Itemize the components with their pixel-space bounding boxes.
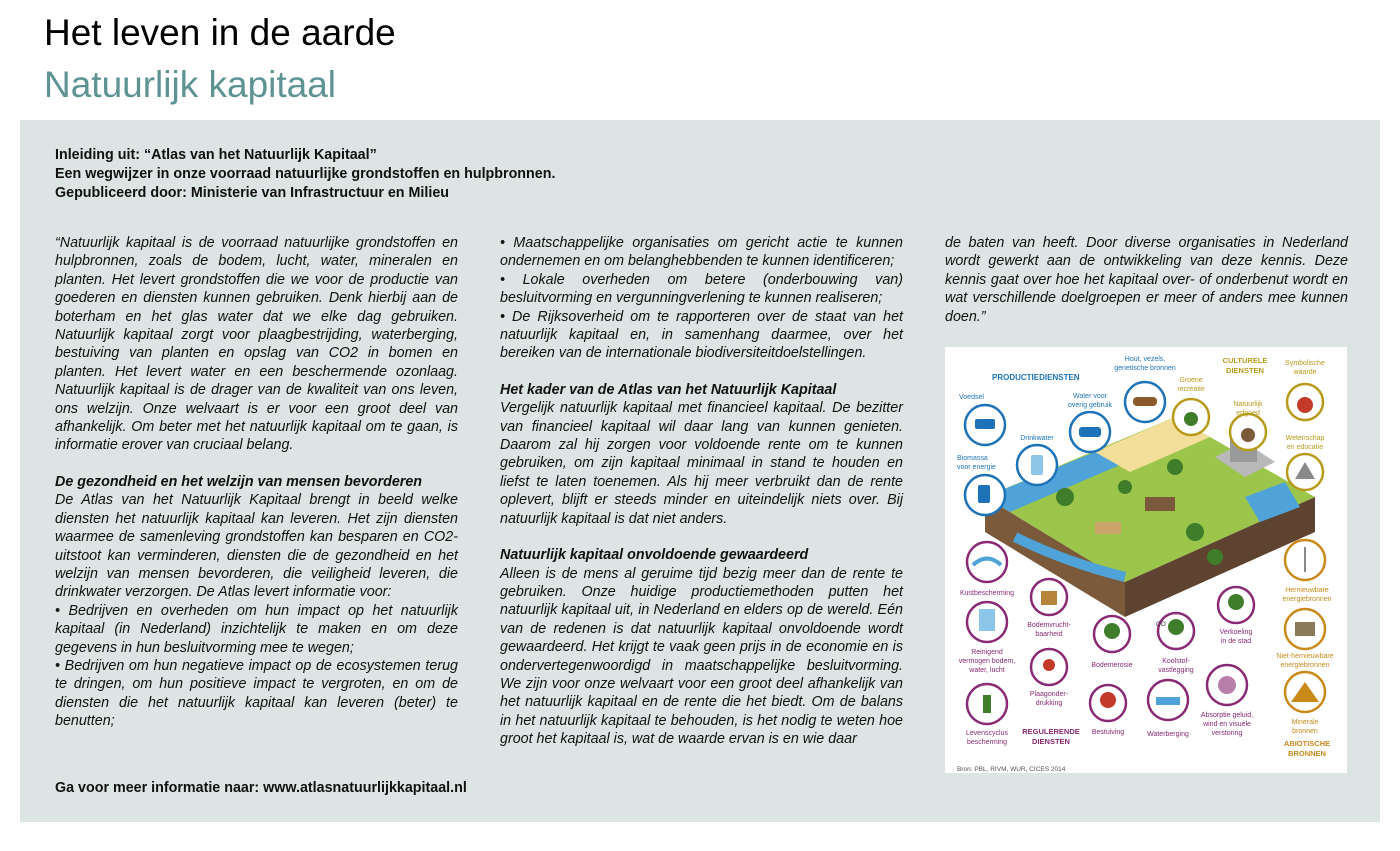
- intro-block: [55, 146, 555, 203]
- figure-source: Bron: PBL, RIVM, WUR, CICES 2014: [957, 766, 1066, 773]
- label-absorptie-1: Absorptie geluid,: [1200, 712, 1254, 719]
- label-erfgoed-2: erfgoed: [1236, 410, 1260, 417]
- text-column-3: [945, 234, 1348, 326]
- page-subtitle: Natuurlijk kapitaal: [44, 64, 337, 105]
- category-abiotische-2: BRONNEN: [1288, 749, 1326, 758]
- natural-capital-infographic: [945, 347, 1347, 773]
- label-wetenschap-1: Wetenschap: [1285, 435, 1325, 442]
- paragraph-atlas: De Atlas van het Natuurlijk Kapitaal brengt in beeld welke diensten het natuurlijk kapitaal kan leveren. Het zijn diensten waarmee de samenleving grondstoffen kan besparen en CO2-uitstoot kan verminderen, diensten die de gezondheid en het welzijn van mensen bevorderen, die veiligheid leveren, die drinkwater verzorgen. De Atlas levert informatie voor:: [55, 492, 458, 601]
- label-bodemerosie: Bodemerosie: [1091, 662, 1133, 669]
- label-levenscyclus-1: Levenscyclus: [965, 730, 1009, 737]
- label-niet-hernieuwbaar-2: energiebronnen: [1280, 662, 1330, 669]
- paragraph-intro: “Natuurlijk kapitaal is de voorraad natuurlijke grondstoffen en hulpbronnen, zoals de bodem, lucht, water, mineralen en planten. Het levert grondstoffen die we voor de productie van goederen en diensten kunnen gebruiken. Denk hierbij aan de boterham en het glas water dat we elke dag gebruiken. Natuurlijk kapitaal zorgt voor plaagbestrijding, waterberging, bestuiving van planten en opslag van CO2 in bomen en planten. Het levert water en een beschermende ozonlaag. Natuurlijk kapitaal is de drager van de kwaliteit van ons leven, ons welzijn. Onze welvaart is er voor een groot deel van afhankelijk. Om beter met het natuurlijk kapitaal om te gaan, is informatie erover van cruciaal belang.: [55, 235, 458, 454]
- label-co2: CO: [1156, 621, 1166, 628]
- label-bodemvrucht-2: baarheid: [1035, 631, 1063, 638]
- category-culturele-2: DIENSTEN: [1226, 366, 1264, 375]
- label-plaag-2: drukking: [1035, 700, 1063, 707]
- label-koolstof-1: Koolstof-: [1162, 658, 1190, 665]
- category-regulerende-2: DIENSTEN: [1032, 737, 1070, 746]
- footer-link-text: Ga voor meer informatie naar: www.atlasnatuurlijkkapitaal.nl: [55, 780, 467, 796]
- label-hout-1: Hout, vezels,: [1124, 356, 1166, 363]
- label-reinigend-2: vermogen bodem,: [958, 658, 1016, 665]
- intro-line-tagline: Een wegwijzer in onze voorraad natuurlijke grondstoffen en hulpbronnen.: [55, 166, 556, 182]
- category-productiediensten: PRODUCTIEDIENSTEN: [992, 373, 1080, 382]
- label-groene-2: recreatie: [1177, 386, 1205, 393]
- label-biomassa-2: voor energie: [957, 464, 996, 471]
- label-bodemvrucht-1: Bodemvrucht-: [1027, 622, 1071, 629]
- label-verkoeling-2: in de stad: [1220, 638, 1252, 645]
- bullet-bedrijven-overheden: • Bedrijven en overheden om hun impact op het natuurlijk kapitaal (in Nederland) inzichtelijk te maken en om deze gegevens in hun besluitvorming mee te wegen;: [55, 602, 458, 656]
- bullet-lokale-overheden: • Lokale overheden om betere (onderbouwing van) besluitvorming en vergunningverlening te kunnen realiseren;: [500, 271, 903, 307]
- label-niet-hernieuwbaar-1: Niet-hernieuwbare: [1276, 653, 1334, 660]
- label-absorptie-3: verstoring: [1211, 730, 1243, 737]
- label-wetenschap-2: en educatie: [1286, 444, 1324, 451]
- intro-line-publisher: Gepubliceerd door: Ministerie van Infrastructuur en Milieu: [55, 185, 450, 201]
- label-bestuiving: Bestuiving: [1091, 729, 1125, 736]
- label-symbolisch-2: waarde: [1293, 369, 1317, 376]
- heading-onvoldoende: Natuurlijk kapitaal onvoldoende gewaardeerd: [500, 547, 809, 564]
- paragraph-onvoldoende: Alleen is de mens al geruime tijd bezig meer dan de rente te gebruiken. Onze huidige productiemethoden putten het natuurlijk kapitaal uit, in Nederland en elders op de wereld. Eén van de redenen is dat natuurlijk kapitaal onvoldoende wordt gewaardeerd. Het krijgt te vaak geen prijs in de economie en is ondervertegenwoordigd in maatschappelijke besluitvorming. We zijn voor onze welvaart voor een groot deel afhankelijk van het natuurlijk kapitaal en de rente die het biedt. Om de balans in het natuurlijk kapitaal te behouden, is het nodig te weten hoe groot het kapitaal is, wat de waarde ervan is en wie daar: [500, 565, 903, 748]
- label-water-overig-2: overig gebruik: [1068, 402, 1112, 409]
- bullet-rijksoverheid: • De Rijksoverheid om te rapporteren over de staat van het natuurlijk kapitaal en, in samenhang daarmee, over het bereiken van de internationale biodiversiteitdoelstellingen.: [500, 308, 903, 362]
- text-column-1: [55, 234, 458, 731]
- label-waterberging: Waterberging: [1147, 731, 1189, 738]
- heading-kader: Het kader van de Atlas van het Natuurlijk Kapitaal: [500, 381, 837, 398]
- label-voedsel: Voedsel: [959, 394, 984, 401]
- paragraph-baten: de baten van heeft. Door diverse organisaties in Nederland wordt gewerkt aan de ontwikkeling van deze kennis. Deze kennis gaat over hoe het kapitaal over- of onderbenut wordt en wat verschillende doelgroepen er meer of anders mee kunnen doen.”: [945, 235, 1348, 325]
- text-column-2: [500, 234, 903, 749]
- kustbescherming-icon: [967, 542, 1007, 582]
- label-kust: Kustbescherming: [959, 590, 1015, 597]
- label-mineralen-2: bronnen: [1292, 728, 1318, 735]
- label-symbolisch-1: Symbolische: [1285, 360, 1325, 367]
- label-drinkwater: Drinkwater: [1020, 435, 1054, 442]
- label-hernieuwbaar-1: Hernieuwbare: [1285, 587, 1329, 594]
- bullet-maatschappelijk: • Maatschappelijke organisaties om gericht actie te kunnen ondernemen en om belanghebbenden te kunnen identificeren;: [500, 235, 903, 270]
- category-regulerende-1: REGULERENDE: [1022, 727, 1080, 736]
- label-groene-1: Groene: [1179, 377, 1203, 384]
- label-hout-2: genetische bronnen: [1114, 365, 1176, 372]
- category-culturele-1: CULTURELE: [1222, 356, 1268, 365]
- label-reinigend-3: water, lucht: [969, 667, 1005, 674]
- label-hernieuwbaar-2: energiebronnen: [1282, 596, 1332, 603]
- label-mineralen-1: Minerale: [1291, 719, 1319, 726]
- article-panel: [20, 120, 1380, 822]
- heading-gezondheid: De gezondheid en het welzijn van mensen bevorderen: [55, 473, 423, 490]
- category-abiotische-1: ABIOTISCHE: [1283, 739, 1331, 748]
- intro-line-source: Inleiding uit: “Atlas van het Natuurlijk Kapitaal”: [55, 147, 377, 163]
- label-plaag-1: Plaagonder-: [1029, 691, 1069, 698]
- page-title: Het leven in de aarde: [44, 12, 396, 53]
- label-verkoeling-1: Verkoeling: [1219, 629, 1253, 636]
- label-levenscyclus-2: bescherming: [966, 739, 1008, 746]
- paragraph-kader: Vergelijk natuurlijk kapitaal met financieel kapitaal. De bezitter van financieel kapitaal wil daar lang van kunnen genieten. Daarom zal hij zorgen voor voldoende rente om te kunnen gebruiken, om zijn kapitaal minimaal in stand te houden en liefst te laten toenemen. Als hij meer verbruikt dan de rente oplevert, blijft er steeds minder en uiteindelijk niets over. Bij natuurlijk kapitaal is dat niet anders.: [500, 400, 903, 527]
- label-reinigend-1: Reinigend: [971, 649, 1003, 656]
- label-koolstof-2: vastlegging: [1158, 667, 1194, 674]
- label-biomassa-1: Biomassa: [957, 455, 988, 462]
- label-erfgoed-1: Natuurlijk: [1233, 401, 1263, 408]
- label-absorptie-2: wind en visuele: [1203, 721, 1251, 728]
- label-water-overig-1: Water voor: [1073, 393, 1107, 400]
- bullet-bedrijven-impact: • Bedrijven om hun negatieve impact op de ecosystemen terug te dringen, om hun positieve impact te vergroten, en om de diensten die het natuurlijk kapitaal kan leveren (beter) te benutten;: [55, 657, 458, 730]
